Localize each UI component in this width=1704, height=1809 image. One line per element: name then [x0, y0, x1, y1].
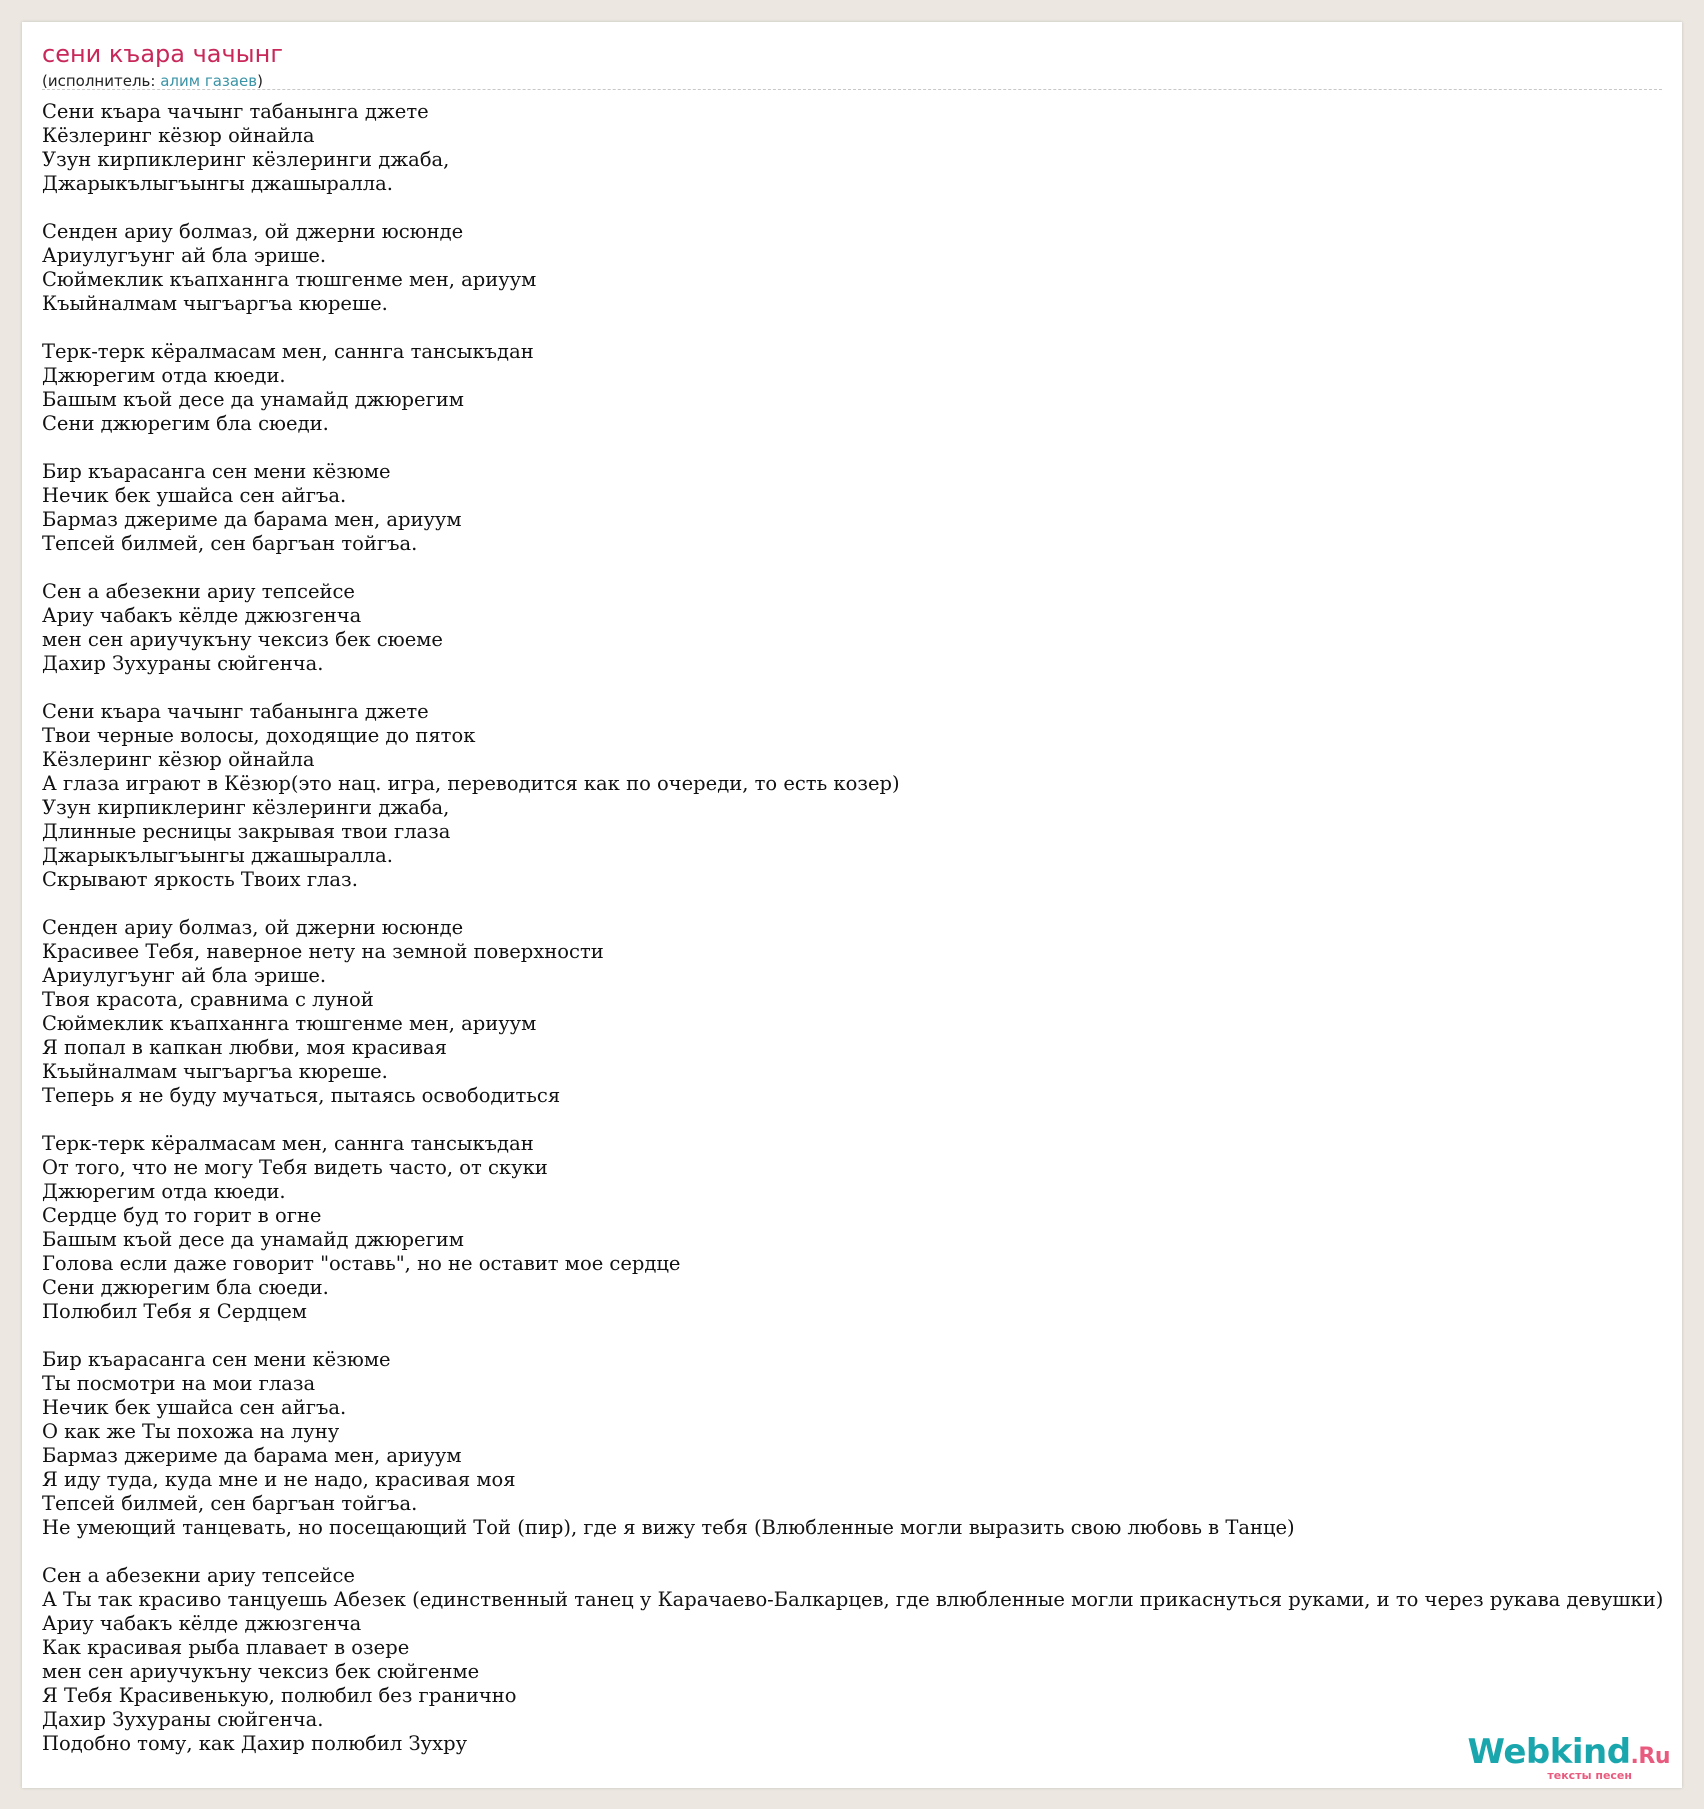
lyric-line: Как красивая рыба плавает в озере — [42, 1636, 410, 1659]
lyric-line: Узун кирпиклеринг кёзлеринги джаба, — [42, 796, 450, 819]
logo-tagline: тексты песен — [1547, 1769, 1632, 1782]
lyrics-stanza — [42, 220, 1682, 316]
lyric-line: От того, что не могу Тебя видеть часто, от скуки — [42, 1156, 548, 1179]
lyric-line: Не умеющий танцевать, но посещающий Той (пир), где я вижу тебя (Влюбленные могли выразить свою любовь в Танце) — [42, 1516, 1295, 1539]
lyric-line: Сюймеклик къапханнга тюшгенме мен, ариуум — [42, 268, 537, 291]
lyric-line: О как же Ты похожа на луну — [42, 1420, 340, 1443]
lyric-line: Полюбил Тебя я Сердцем — [42, 1300, 307, 1323]
lyric-line: Узун кирпиклеринг кёзлеринги джаба, — [42, 148, 450, 171]
lyric-line: Я попал в капкан любви, моя красивая — [42, 1036, 447, 1059]
lyric-line: Подобно тому, как Дахир полюбил Зухру — [42, 1732, 468, 1755]
lyric-line: Бармаз джериме да барама мен, ариуум — [42, 508, 462, 531]
lyric-line: Джюрегим отда кюеди. — [42, 364, 286, 387]
lyric-line: Джарыкълыгъынгы джашыралла. — [42, 172, 393, 195]
lyric-line: Башым къой десе да унамайд джюрегим — [42, 388, 464, 411]
lyric-line: Башым къой десе да унамайд джюрегим — [42, 1228, 464, 1251]
lyrics-stanza — [42, 1348, 1682, 1540]
lyric-line: Ариулугъунг ай бла эрише. — [42, 964, 327, 987]
lyric-line: Сен а абезекни ариу тепсейсе — [42, 1564, 355, 1587]
lyrics-stanza — [42, 1132, 1682, 1324]
lyric-line: А глаза играют в Кёзюр(это нац. игра, переводится как по очереди, то есть козер) — [42, 772, 900, 795]
lyric-line: Бармаз джериме да барама мен, ариуум — [42, 1444, 462, 1467]
lyric-line: Нечик бек ушайса сен айгъа. — [42, 484, 347, 507]
artist-line — [42, 72, 263, 90]
lyric-line: Дахир Зухураны сюйгенча. — [42, 1708, 324, 1731]
lyrics-page — [22, 22, 1682, 1788]
lyrics-stanza — [42, 460, 1682, 556]
lyrics-stanza — [42, 340, 1682, 436]
artist-suffix: ) — [257, 72, 263, 90]
lyric-line: Ты посмотри на мои глаза — [42, 1372, 316, 1395]
lyric-line: мен сен ариучукъну чексиз бек сюеме — [42, 628, 443, 651]
lyric-line: Сердце буд то горит в огне — [42, 1204, 322, 1227]
lyric-line: Кёзлеринг кёзюр ойнайла — [42, 748, 315, 771]
lyric-line: Ариу чабакъ кёлде джюзгенча — [42, 604, 362, 627]
lyric-line: Тепсей билмей, сен баргъан тойгъа. — [42, 532, 418, 555]
title-divider — [42, 89, 1662, 90]
lyric-line: А Ты так красиво танцуешь Абезек (единственный танец у Карачаево-Балкарцев, где влюбленные могли прикаснуться руками, и то через рукава девушки) — [42, 1588, 1664, 1611]
lyric-line: Бир къарасанга сен мени кёзюме — [42, 1348, 391, 1371]
lyric-line: Дахир Зухураны сюйгенча. — [42, 652, 324, 675]
lyric-line: Сенден ариу болмаз, ой джерни юсюнде — [42, 220, 464, 243]
logo-suffix: .Ru — [1630, 1744, 1670, 1769]
lyric-line: Терк-терк кёралмасам мен, саннга тансыкъдан — [42, 340, 534, 363]
lyric-line: Къыйналмам чыгъаргъа кюреше. — [42, 292, 388, 315]
lyric-line: Сен а абезекни ариу тепсейсе — [42, 580, 355, 603]
lyric-line: Сени къара чачынг табанынга джете — [42, 700, 429, 723]
lyric-line: Длинные ресницы закрывая твои глаза — [42, 820, 451, 843]
lyric-line: Теперь я не буду мучаться, пытаясь освободиться — [42, 1084, 561, 1107]
lyrics-stanza — [42, 580, 1682, 676]
lyrics-stanza — [42, 1564, 1682, 1756]
lyric-line: Твои черные волосы, доходящие до пяток — [42, 724, 476, 747]
lyric-line: Сени джюрегим бла сюеди. — [42, 1276, 329, 1299]
lyric-line: Скрывают яркость Твоих глаз. — [42, 868, 358, 891]
lyric-line: Я Тебя Красивенькую, полюбил без гранично — [42, 1684, 517, 1707]
lyric-line: Сени къара чачынг табанынга джете — [42, 100, 429, 123]
artist-prefix: (исполнитель: — [42, 72, 161, 90]
lyric-line: мен сен ариучукъну чексиз бек сюйгенме — [42, 1660, 480, 1683]
logo-main-text: Webkind — [1467, 1732, 1631, 1772]
lyric-line: Нечик бек ушайса сен айгъа. — [42, 1396, 347, 1419]
lyrics-stanza — [42, 916, 1682, 1108]
lyric-line: Кёзлеринг кёзюр ойнайла — [42, 124, 315, 147]
lyric-line: Джюрегим отда кюеди. — [42, 1180, 286, 1203]
lyric-line: Терк-терк кёралмасам мен, саннга тансыкъдан — [42, 1132, 534, 1155]
artist-link[interactable]: алим газаев — [160, 72, 258, 90]
webkind-logo[interactable] — [1468, 1734, 1670, 1782]
lyric-line: Сюймеклик къапханнга тюшгенме мен, ариуум — [42, 1012, 537, 1035]
lyrics-stanza — [42, 100, 1682, 196]
lyrics-stanza — [42, 700, 1682, 892]
song-title: сени къара чачынг — [42, 40, 283, 68]
lyric-line: Голова если даже говорит "оставь", но не оставит мое сердце — [42, 1252, 681, 1275]
lyric-line: Тепсей билмей, сен баргъан тойгъа. — [42, 1492, 418, 1515]
lyric-line: Бир къарасанга сен мени кёзюме — [42, 460, 391, 483]
lyric-line: Къыйналмам чыгъаргъа кюреше. — [42, 1060, 388, 1083]
lyric-line: Сени джюрегим бла сюеди. — [42, 412, 329, 435]
lyric-line: Джарыкълыгъынгы джашыралла. — [42, 844, 393, 867]
lyrics-body — [42, 100, 1682, 1780]
lyric-line: Я иду туда, куда мне и не надо, красивая моя — [42, 1468, 516, 1491]
lyric-line: Твоя красота, сравнима с луной — [42, 988, 374, 1011]
lyric-line: Красивее Тебя, наверное нету на земной поверхности — [42, 940, 604, 963]
lyric-line: Сенден ариу болмаз, ой джерни юсюнде — [42, 916, 464, 939]
lyric-line: Ариу чабакъ кёлде джюзгенча — [42, 1612, 362, 1635]
lyric-line: Ариулугъунг ай бла эрише. — [42, 244, 327, 267]
